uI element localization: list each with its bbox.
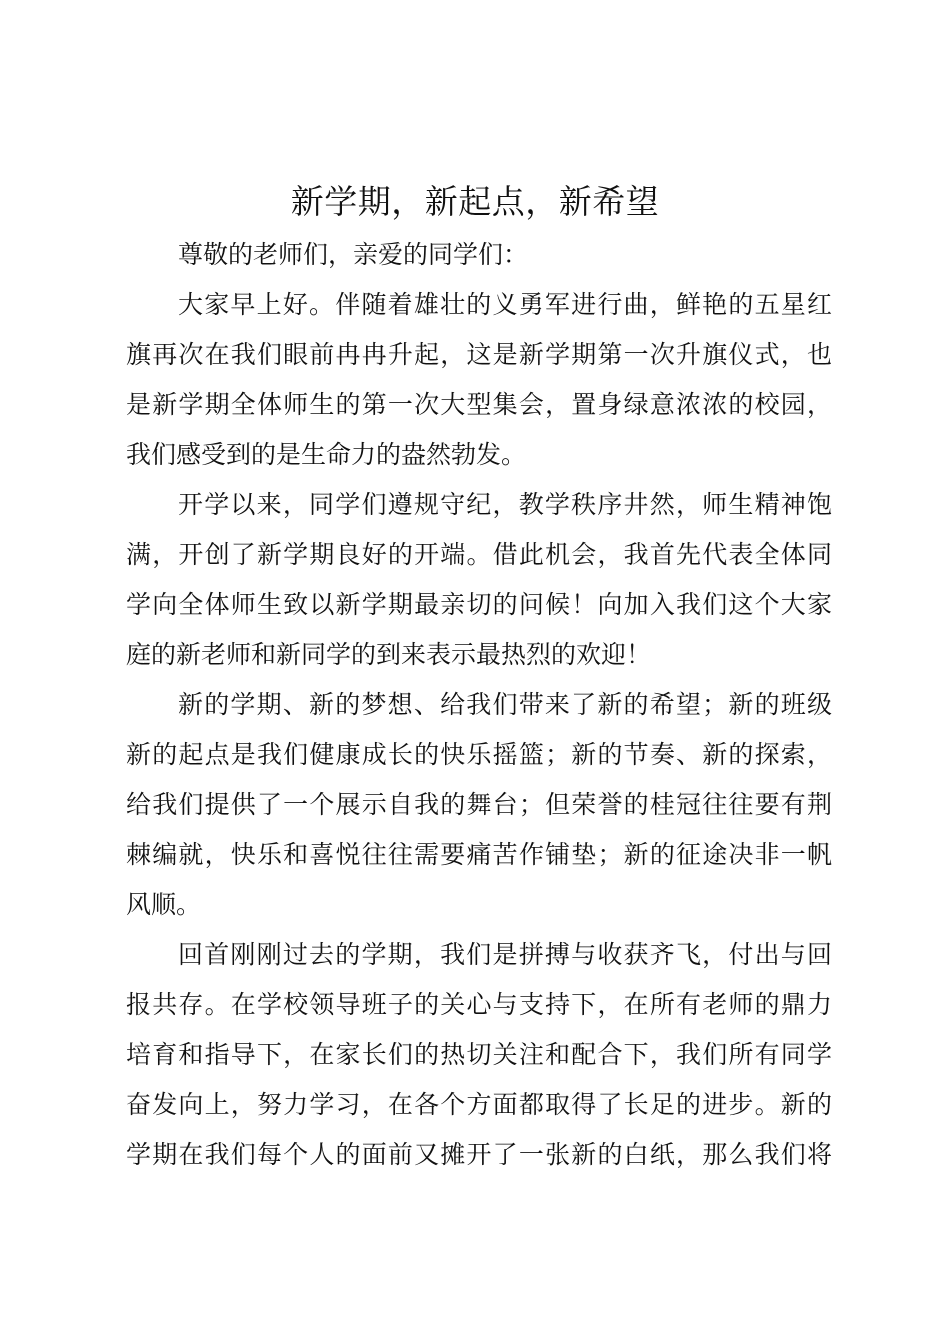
paragraph-line: 报共存。在学校领导班子的关心与支持下，在所有老师的鼎力 [126, 990, 832, 1019]
document-title: 新学期，新起点，新希望 [290, 182, 660, 221]
paragraph-line: 学向全体师生致以新学期最亲切的问候！向加入我们这个大家 [126, 590, 832, 619]
paragraph-line: 新的学期、新的梦想、给我们带来了新的希望；新的班级 [178, 690, 832, 719]
paragraph-line: 回首刚刚过去的学期，我们是拼搏与收获齐飞，付出与回 [178, 940, 832, 969]
paragraph-line: 大家早上好。伴随着雄壮的义勇军进行曲，鲜艳的五星红 [178, 290, 832, 319]
paragraph-line: 我们感受到的是生命力的盎然勃发。 [126, 440, 527, 469]
paragraph-line: 旗再次在我们眼前冉冉升起，这是新学期第一次升旗仪式，也 [126, 340, 832, 369]
paragraph-line: 新的起点是我们健康成长的快乐摇篮；新的节奏、新的探索， [126, 740, 832, 769]
paragraph-line: 满，开创了新学期良好的开端。借此机会，我首先代表全体同 [126, 540, 832, 569]
paragraph-line: 培育和指导下，在家长们的热切关注和配合下，我们所有同学 [126, 1040, 832, 1069]
paragraph-line: 棘编就，快乐和喜悦往往需要痛苦作铺垫；新的征途决非一帆 [126, 840, 832, 869]
paragraph-line: 开学以来，同学们遵规守纪，教学秩序井然，师生精神饱 [178, 490, 832, 519]
paragraph-line: 风顺。 [126, 890, 202, 919]
paragraph [126, 480, 832, 680]
paragraph [126, 930, 832, 1180]
paragraph-line: 给我们提供了一个展示自我的舞台；但荣誉的桂冠往往要有荆 [126, 790, 832, 819]
paragraph [126, 680, 832, 930]
paragraph [126, 280, 832, 480]
paragraph-line: 是新学期全体师生的第一次大型集会，置身绿意浓浓的校园， [126, 390, 832, 419]
paragraph-line: 庭的新老师和新同学的到来表示最热烈的欢迎！ [126, 640, 652, 669]
paragraph-line: 学期在我们每个人的面前又摊开了一张新的白纸，那么我们将 [126, 1140, 832, 1169]
paragraph-line: 奋发向上，努力学习，在各个方面都取得了长足的进步。新的 [126, 1090, 832, 1119]
document-body [126, 230, 832, 1180]
greeting-line: 尊敬的老师们，亲爱的同学们： [178, 240, 529, 269]
